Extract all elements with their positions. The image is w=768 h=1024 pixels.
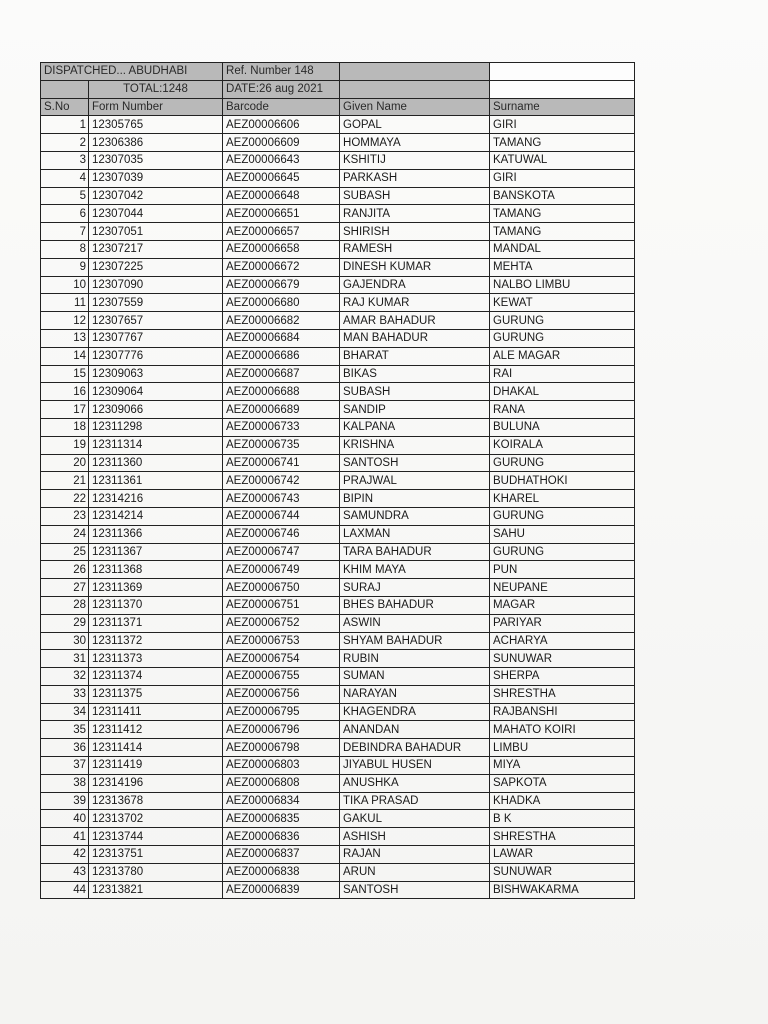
barcode-cell: AEZ00006756 [223,685,340,703]
barcode-cell: AEZ00006752 [223,614,340,632]
form-number-cell: 12313702 [89,810,223,828]
form-number-cell: 12307051 [89,223,223,241]
sno-cell: 36 [41,739,89,757]
given-name-cell: RAMESH [340,240,490,258]
form-number-cell: 12307044 [89,205,223,223]
given-name-cell: SUBASH [340,187,490,205]
given-name-cell: KHAGENDRA [340,703,490,721]
surname-cell: RANA [490,401,635,419]
form-number-cell: 12311414 [89,739,223,757]
col-header-surname: Surname [490,98,635,116]
surname-cell: ACHARYA [490,632,635,650]
surname-cell: B K [490,810,635,828]
form-number-cell: 12311370 [89,596,223,614]
table-row [41,134,635,152]
form-number-cell: 12311374 [89,668,223,686]
table-row [41,312,635,330]
surname-cell: GIRI [490,116,635,134]
surname-cell: BANSKOTA [490,187,635,205]
given-name-cell: RANJITA [340,205,490,223]
form-number-cell: 12305765 [89,116,223,134]
form-number-cell: 12311367 [89,543,223,561]
barcode-cell: AEZ00006755 [223,668,340,686]
sno-cell: 3 [41,151,89,169]
barcode-cell: AEZ00006742 [223,472,340,490]
table-row [41,240,635,258]
form-number-cell: 12307776 [89,347,223,365]
sno-cell: 8 [41,240,89,258]
sno-cell: 38 [41,774,89,792]
sno-cell: 25 [41,543,89,561]
table-row [41,436,635,454]
form-number-cell: 12307767 [89,329,223,347]
sno-cell: 4 [41,169,89,187]
sno-cell: 33 [41,685,89,703]
given-name-cell: SHIRISH [340,223,490,241]
surname-cell: SHRESTHA [490,685,635,703]
surname-cell: BULUNA [490,418,635,436]
table-row [41,258,635,276]
surname-cell: RAJBANSHI [490,703,635,721]
sno-cell: 44 [41,881,89,899]
given-name-cell: KRISHNA [340,436,490,454]
table-row [41,881,635,899]
form-number-cell: 12307217 [89,240,223,258]
surname-cell: MAGAR [490,596,635,614]
sno-cell: 20 [41,454,89,472]
form-number-cell: 12309066 [89,401,223,419]
total-label: TOTAL:1248 [89,80,223,98]
sno-cell: 16 [41,383,89,401]
table-row [41,187,635,205]
form-number-cell: 12313678 [89,792,223,810]
table-row [41,650,635,668]
surname-cell: KEWAT [490,294,635,312]
table-row [41,739,635,757]
table-row [41,383,635,401]
sno-cell: 6 [41,205,89,223]
sno-cell: 43 [41,863,89,881]
sno-cell: 30 [41,632,89,650]
barcode-cell: AEZ00006839 [223,881,340,899]
given-name-cell: DINESH KUMAR [340,258,490,276]
form-number-cell: 12313780 [89,863,223,881]
table-row [41,579,635,597]
barcode-cell: AEZ00006746 [223,525,340,543]
barcode-cell: AEZ00006657 [223,223,340,241]
barcode-cell: AEZ00006643 [223,151,340,169]
surname-cell: MAHATO KOIRI [490,721,635,739]
header-row-1 [41,63,635,81]
given-name-cell: PRAJWAL [340,472,490,490]
sno-cell: 23 [41,507,89,525]
table-row [41,294,635,312]
sno-cell: 5 [41,187,89,205]
form-number-cell: 12311314 [89,436,223,454]
col-header-given-name: Given Name [340,98,490,116]
sno-cell: 22 [41,490,89,508]
surname-cell: RAI [490,365,635,383]
sno-cell: 26 [41,561,89,579]
form-number-cell: 12307225 [89,258,223,276]
barcode-cell: AEZ00006733 [223,418,340,436]
barcode-cell: AEZ00006834 [223,792,340,810]
form-number-cell: 12313751 [89,846,223,864]
given-name-cell: KSHITIJ [340,151,490,169]
dispatch-table [40,62,635,899]
barcode-cell: AEZ00006609 [223,134,340,152]
barcode-cell: AEZ00006606 [223,116,340,134]
sno-cell: 17 [41,401,89,419]
table-row [41,846,635,864]
form-number-cell: 12307090 [89,276,223,294]
given-name-cell: PARKASH [340,169,490,187]
barcode-cell: AEZ00006672 [223,258,340,276]
barcode-cell: AEZ00006749 [223,561,340,579]
surname-cell: MIYA [490,757,635,775]
surname-cell: BUDHATHOKI [490,472,635,490]
barcode-cell: AEZ00006751 [223,596,340,614]
sno-cell: 28 [41,596,89,614]
given-name-cell: ANUSHKA [340,774,490,792]
table-row [41,828,635,846]
given-name-cell: SUBASH [340,383,490,401]
given-name-cell: NARAYAN [340,685,490,703]
table-row [41,863,635,881]
given-name-cell: GAJENDRA [340,276,490,294]
barcode-cell: AEZ00006682 [223,312,340,330]
surname-cell: DHAKAL [490,383,635,401]
barcode-cell: AEZ00006679 [223,276,340,294]
header-blank-cell [41,80,89,98]
given-name-cell: SANTOSH [340,454,490,472]
surname-cell: TAMANG [490,205,635,223]
table-row [41,614,635,632]
sno-cell: 9 [41,258,89,276]
surname-cell: LAWAR [490,846,635,864]
given-name-cell: JIYABUL HUSEN [340,757,490,775]
form-number-cell: 12311412 [89,721,223,739]
sno-cell: 37 [41,757,89,775]
form-number-cell: 12311366 [89,525,223,543]
sno-cell: 19 [41,436,89,454]
form-number-cell: 12311373 [89,650,223,668]
form-number-cell: 12309063 [89,365,223,383]
form-number-cell: 12307039 [89,169,223,187]
form-number-cell: 12307035 [89,151,223,169]
barcode-cell: AEZ00006688 [223,383,340,401]
barcode-cell: AEZ00006686 [223,347,340,365]
form-number-cell: 12311368 [89,561,223,579]
table-row [41,329,635,347]
col-header-form-number: Form Number [89,98,223,116]
sno-cell: 41 [41,828,89,846]
table-row [41,347,635,365]
barcode-cell: AEZ00006796 [223,721,340,739]
given-name-cell: SAMUNDRA [340,507,490,525]
surname-cell: NALBO LIMBU [490,276,635,294]
barcode-cell: AEZ00006744 [223,507,340,525]
given-name-cell: LAXMAN [340,525,490,543]
sno-cell: 29 [41,614,89,632]
table-row [41,169,635,187]
form-number-cell: 12311419 [89,757,223,775]
barcode-cell: AEZ00006750 [223,579,340,597]
given-name-cell: ARUN [340,863,490,881]
sno-cell: 32 [41,668,89,686]
col-header-sno: S.No [41,98,89,116]
table-row [41,418,635,436]
table-row [41,116,635,134]
table-row [41,365,635,383]
table-row [41,774,635,792]
given-name-cell: RAJAN [340,846,490,864]
given-name-cell: KHIM MAYA [340,561,490,579]
col-header-barcode: Barcode [223,98,340,116]
surname-cell: GURUNG [490,329,635,347]
barcode-cell: AEZ00006680 [223,294,340,312]
sno-cell: 24 [41,525,89,543]
surname-cell: TAMANG [490,134,635,152]
header-row-2 [41,80,635,98]
given-name-cell: AMAR BAHADUR [340,312,490,330]
form-number-cell: 12311371 [89,614,223,632]
given-name-cell: BHES BAHADUR [340,596,490,614]
table-row [41,525,635,543]
given-name-cell: ASWIN [340,614,490,632]
sno-cell: 11 [41,294,89,312]
sno-cell: 34 [41,703,89,721]
given-name-cell: SHYAM BAHADUR [340,632,490,650]
form-number-cell: 12307042 [89,187,223,205]
sno-cell: 18 [41,418,89,436]
sno-cell: 12 [41,312,89,330]
surname-cell: ALE MAGAR [490,347,635,365]
barcode-cell: AEZ00006747 [223,543,340,561]
sno-cell: 31 [41,650,89,668]
given-name-cell: BIKAS [340,365,490,383]
table-row [41,632,635,650]
given-name-cell: BIPIN [340,490,490,508]
surname-cell: NEUPANE [490,579,635,597]
form-number-cell: 12314214 [89,507,223,525]
table-row [41,685,635,703]
sno-cell: 15 [41,365,89,383]
barcode-cell: AEZ00006837 [223,846,340,864]
given-name-cell: SANDIP [340,401,490,419]
form-number-cell: 12311369 [89,579,223,597]
sno-cell: 1 [41,116,89,134]
table-row [41,703,635,721]
barcode-cell: AEZ00006651 [223,205,340,223]
barcode-cell: AEZ00006838 [223,863,340,881]
table-row [41,810,635,828]
header-blank-cell [340,80,490,98]
barcode-cell: AEZ00006645 [223,169,340,187]
sno-cell: 2 [41,134,89,152]
surname-cell: GURUNG [490,543,635,561]
table-row [41,721,635,739]
form-number-cell: 12311375 [89,685,223,703]
given-name-cell: ASHISH [340,828,490,846]
given-name-cell: GAKUL [340,810,490,828]
table-row [41,543,635,561]
table-row [41,276,635,294]
form-number-cell: 12313821 [89,881,223,899]
form-number-cell: 12307657 [89,312,223,330]
given-name-cell: ANANDAN [340,721,490,739]
surname-cell: SAHU [490,525,635,543]
sno-cell: 14 [41,347,89,365]
given-name-cell: TIKA PRASAD [340,792,490,810]
form-number-cell: 12311360 [89,454,223,472]
surname-cell: LIMBU [490,739,635,757]
barcode-cell: AEZ00006687 [223,365,340,383]
surname-cell: KHAREL [490,490,635,508]
table-row [41,792,635,810]
surname-cell: PARIYAR [490,614,635,632]
dispatched-label: DISPATCHED... ABUDHABI [41,63,223,81]
barcode-cell: AEZ00006795 [223,703,340,721]
given-name-cell: KALPANA [340,418,490,436]
form-number-cell: 12311372 [89,632,223,650]
barcode-cell: AEZ00006648 [223,187,340,205]
barcode-cell: AEZ00006803 [223,757,340,775]
table-row [41,507,635,525]
surname-cell: PUN [490,561,635,579]
sno-cell: 27 [41,579,89,597]
date-label: DATE:26 aug 2021 [223,80,340,98]
table-row [41,490,635,508]
table-row [41,472,635,490]
given-name-cell: SANTOSH [340,881,490,899]
surname-cell: GURUNG [490,312,635,330]
surname-cell: MEHTA [490,258,635,276]
given-name-cell: GOPAL [340,116,490,134]
given-name-cell: BHARAT [340,347,490,365]
barcode-cell: AEZ00006684 [223,329,340,347]
surname-cell: GIRI [490,169,635,187]
form-number-cell: 12307559 [89,294,223,312]
barcode-cell: AEZ00006798 [223,739,340,757]
surname-cell: SUNUWAR [490,863,635,881]
sno-cell: 21 [41,472,89,490]
column-header-row [41,98,635,116]
ref-number-label: Ref. Number 148 [223,63,340,81]
surname-cell: SHERPA [490,668,635,686]
form-number-cell: 12306386 [89,134,223,152]
sno-cell: 7 [41,223,89,241]
given-name-cell: SUMAN [340,668,490,686]
given-name-cell: RUBIN [340,650,490,668]
barcode-cell: AEZ00006754 [223,650,340,668]
table-row [41,151,635,169]
form-number-cell: 12311361 [89,472,223,490]
table-row [41,596,635,614]
surname-cell: BISHWAKARMA [490,881,635,899]
sno-cell: 40 [41,810,89,828]
table-row [41,757,635,775]
barcode-cell: AEZ00006753 [223,632,340,650]
table-row [41,205,635,223]
given-name-cell: TARA BAHADUR [340,543,490,561]
sno-cell: 10 [41,276,89,294]
surname-cell: SHRESTHA [490,828,635,846]
surname-cell: KOIRALA [490,436,635,454]
barcode-cell: AEZ00006808 [223,774,340,792]
surname-cell: SAPKOTA [490,774,635,792]
barcode-cell: AEZ00006689 [223,401,340,419]
barcode-cell: AEZ00006836 [223,828,340,846]
surname-cell: MANDAL [490,240,635,258]
surname-cell: TAMANG [490,223,635,241]
barcode-cell: AEZ00006743 [223,490,340,508]
form-number-cell: 12314216 [89,490,223,508]
barcode-cell: AEZ00006741 [223,454,340,472]
surname-cell: GURUNG [490,454,635,472]
form-number-cell: 12313744 [89,828,223,846]
table-row [41,561,635,579]
surname-cell: SUNUWAR [490,650,635,668]
sno-cell: 39 [41,792,89,810]
surname-cell: KHADKA [490,792,635,810]
sno-cell: 42 [41,846,89,864]
table-row [41,454,635,472]
form-number-cell: 12311411 [89,703,223,721]
table-row [41,223,635,241]
table-row [41,401,635,419]
sno-cell: 13 [41,329,89,347]
given-name-cell: DEBINDRA BAHADUR [340,739,490,757]
form-number-cell: 12314196 [89,774,223,792]
header-blank-cell [490,80,635,98]
form-number-cell: 12309064 [89,383,223,401]
header-blank-cell [340,63,490,81]
table-row [41,668,635,686]
given-name-cell: SURAJ [340,579,490,597]
sno-cell: 35 [41,721,89,739]
form-number-cell: 12311298 [89,418,223,436]
header-blank-cell [490,63,635,81]
barcode-cell: AEZ00006658 [223,240,340,258]
given-name-cell: HOMMAYA [340,134,490,152]
given-name-cell: RAJ KUMAR [340,294,490,312]
barcode-cell: AEZ00006735 [223,436,340,454]
surname-cell: GURUNG [490,507,635,525]
barcode-cell: AEZ00006835 [223,810,340,828]
given-name-cell: MAN BAHADUR [340,329,490,347]
surname-cell: KATUWAL [490,151,635,169]
